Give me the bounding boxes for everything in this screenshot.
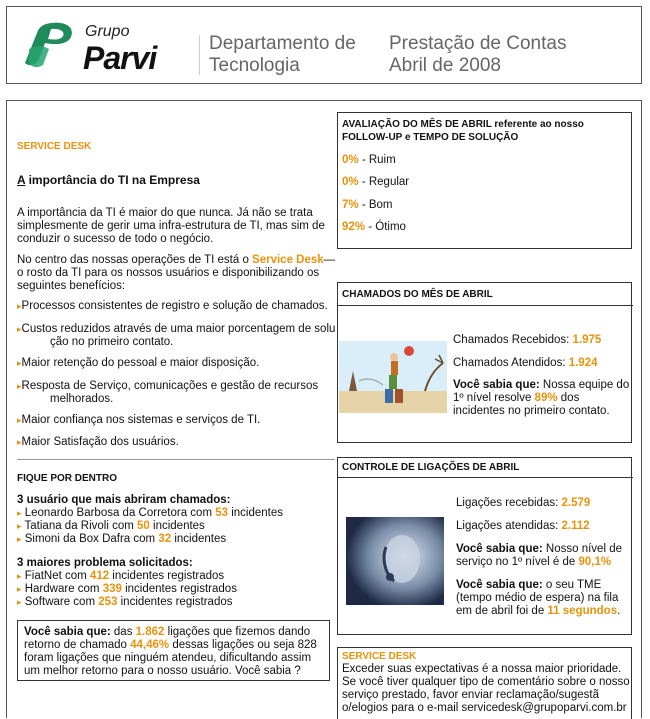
fique-por-dentro-title: FIQUE POR DENTRO bbox=[17, 473, 118, 484]
ligacoes-atendidas: Ligações atendidas: 2.112 bbox=[456, 520, 590, 532]
top-problems-list: 3 maiores problema solicitados: ▸ FiatNet com 412 incidentes registrados ▸ Hardware com 339 incidentes registrados ▸ Software com 253 incidentes registrados bbox=[17, 557, 337, 609]
benefit-item: ▸Maior retenção do pessoal e maior disposição. bbox=[17, 357, 260, 369]
list-item: ▸ Software com 253 incidentes registrados bbox=[17, 596, 233, 608]
rating-item: 0% - Ruim bbox=[342, 154, 396, 166]
department-title: Departamento de Tecnologia bbox=[209, 33, 356, 76]
chamados-atendidos: Chamados Atendidos: 1.924 bbox=[453, 357, 598, 369]
chamados-sabia: Você sabia que: Nossa equipe do 1º nível resolve 89% dos incidentes no primeiro contato. bbox=[453, 379, 630, 417]
bullet-arrow-icon: ▸ bbox=[17, 358, 22, 368]
logo-grupo-text: Grupo bbox=[85, 23, 130, 40]
bullet-arrow-icon: ▸ bbox=[17, 597, 22, 607]
service-desk-contact-title: SERVICE DESK bbox=[342, 651, 417, 662]
avaliacao-title: AVALIAÇÃO DO MÊS DE ABRIL referente ao nosso FOLLOW-UP e TEMPO DE SOLUÇÃO bbox=[342, 119, 584, 143]
report-title: Prestação de Contas Abril de 2008 bbox=[389, 33, 567, 76]
service-desk-paragraph: No centro das nossas operações de TI está o Service Desk— o rosto da TI para os nossos usuários e disponibilizando os seguintes benefícios: bbox=[17, 254, 336, 292]
bullet-arrow-icon: ▸ bbox=[17, 571, 22, 581]
section-divider bbox=[17, 459, 335, 460]
benefit-item: ▸Maior Satisfação dos usuários. bbox=[17, 436, 179, 448]
service-desk-highlight: Service Desk bbox=[252, 254, 324, 266]
list-item: ▸ Hardware com 339 incidentes registrados bbox=[17, 583, 237, 595]
benefit-item: ▸Maior confiança nos sistemas e serviços de TI. bbox=[17, 414, 261, 426]
header-divider bbox=[199, 35, 200, 75]
benefit-item: ▸Processos consistentes de registro e solução de chamados. bbox=[17, 300, 328, 312]
main-content bbox=[6, 100, 642, 718]
bullet-arrow-icon: ▸ bbox=[17, 508, 22, 518]
bullet-arrow-icon: ▸ bbox=[17, 415, 22, 425]
benefit-item: ▸Resposta de Serviço, comunicações e gestão de recursos melhorados. bbox=[17, 380, 319, 405]
intro-paragraph: A importância da TI é maior do que nunca. Já não se trata simplesmente de gerir uma infra-estrutura de TI, mas sim de conduzir o sucesso de todo o negócio. bbox=[17, 207, 325, 245]
rating-item: 7% - Bom bbox=[342, 199, 393, 211]
bullet-arrow-icon: ▸ bbox=[17, 584, 22, 594]
list-item: ▸ Tatiana da Rivoli com 50 incidentes bbox=[17, 520, 205, 532]
bullet-arrow-icon: ▸ bbox=[17, 437, 22, 447]
service-desk-contact-text: Exceder suas expectativas é a nossa maior prioridade. Se você tiver qualquer tipo de comentário sobre o nosso serviço prestado, favor enviar reclamação/sugestã o/elogios para o e-mail servicedesk@grupoparvi.com.br bbox=[342, 663, 630, 714]
logo-parvi-text: Parvi bbox=[83, 40, 157, 76]
service-desk-contact-box bbox=[337, 647, 632, 719]
ligacoes-sabia-nivel: Você sabia que: Nosso nível de serviço no 1º nível é de 90,1% bbox=[456, 543, 622, 568]
bullet-arrow-icon: ▸ bbox=[17, 521, 22, 531]
article-heading: A importância do TI na Empresa bbox=[17, 173, 200, 187]
chamados-box bbox=[337, 282, 632, 443]
chamados-recebidos: Chamados Recebidos: 1.975 bbox=[453, 334, 602, 346]
bullet-arrow-icon: ▸ bbox=[17, 534, 22, 544]
list-item: ▸ FiatNet com 412 incidentes registrados bbox=[17, 570, 225, 582]
chamados-title: CHAMADOS DO MÊS DE ABRIL bbox=[342, 289, 493, 300]
avaliacao-box bbox=[337, 112, 632, 249]
list-item: ▸ Simoni da Box Dafra com 32 incidentes bbox=[17, 533, 227, 545]
call-center-photo bbox=[346, 517, 444, 605]
page-header bbox=[6, 6, 642, 84]
rating-item: 92% - Ótimo bbox=[342, 221, 406, 233]
bullet-arrow-icon: ▸ bbox=[17, 381, 22, 391]
ligacoes-recebidas: Ligações recebidas: 2.579 bbox=[456, 497, 591, 509]
title-divider bbox=[338, 477, 633, 478]
ligacoes-title: CONTROLE DE LIGAÇÕES DE ABRIL bbox=[342, 462, 520, 473]
parvi-logo-icon bbox=[21, 19, 83, 71]
bullet-arrow-icon: ▸ bbox=[17, 301, 22, 311]
title-divider bbox=[338, 305, 633, 306]
top-users-list: 3 usuário que mais abriram chamados: ▸ Leonardo Barbosa da Corretora com 53 incidentes ▸ Tatiana da Rivoli com 50 incidentes ▸ Simoni da Box Dafra com 32 incidentes bbox=[17, 494, 337, 546]
teamwork-illustration bbox=[339, 341, 447, 413]
rating-item: 0% - Regular bbox=[342, 176, 410, 188]
ligacoes-sabia-tme: Você sabia que: o seu TME (tempo médio de espera) na fila em de abril foi de 11 segundos. bbox=[456, 579, 621, 617]
benefit-item: ▸Custos reduzidos através de uma maior porcentagem de solu ção no primeiro contato. bbox=[17, 323, 336, 348]
list-item: ▸ Leonardo Barbosa da Corretora com 53 incidentes bbox=[17, 507, 284, 519]
bullet-arrow-icon: ▸ bbox=[17, 324, 22, 334]
sabia-box-ligacoes: Você sabia que: das 1.862 ligações que fizemos dando retorno de chamado 44,46% dessas ligações ou seja 828 foram ligações que ninguém atendeu, dificultando assim um melhor retorno para o nosso usuário. Você sabia ? bbox=[17, 620, 330, 681]
service-desk-section-title: SERVICE DESK bbox=[17, 141, 92, 152]
ligacoes-box bbox=[337, 457, 632, 635]
